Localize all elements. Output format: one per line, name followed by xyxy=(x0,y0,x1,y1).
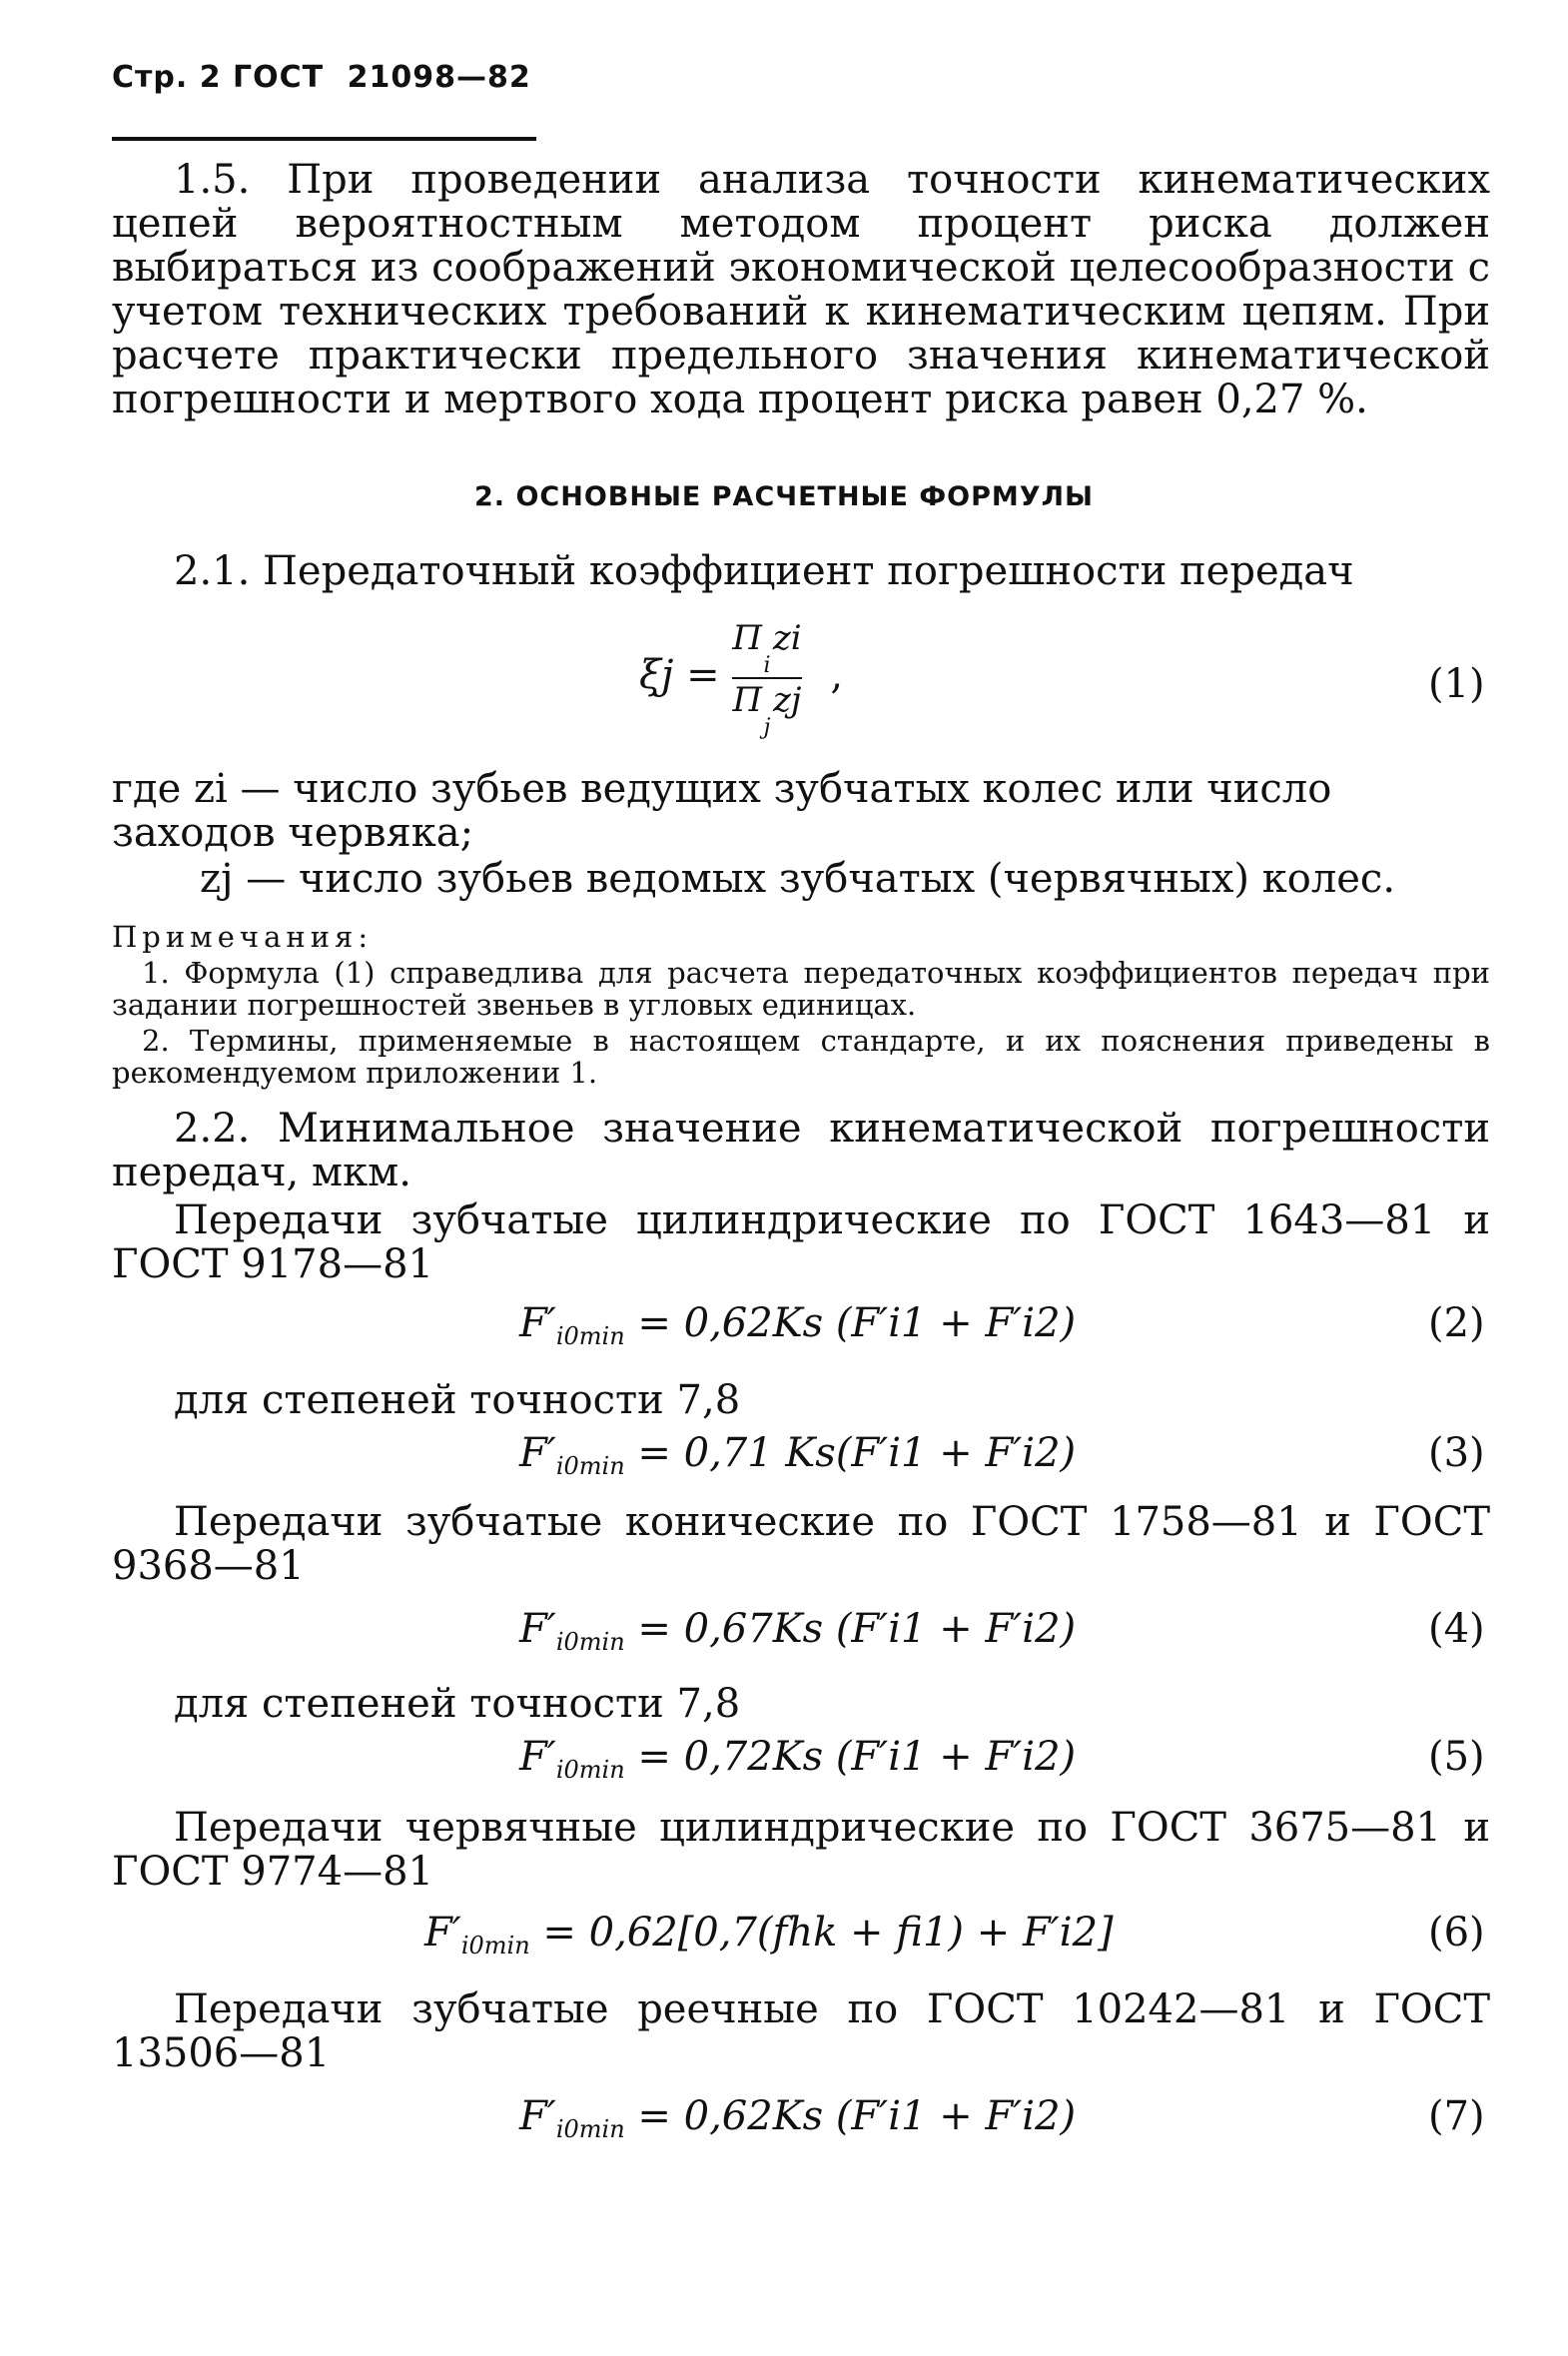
equation-number-3: (3) xyxy=(1428,1430,1485,1476)
equation-number-7: (7) xyxy=(1428,2093,1485,2139)
gear-group-worm: Передачи червячные цилиндрические по ГОСТ 3675—81 и ГОСТ 9774—81 xyxy=(112,1805,1490,1895)
formula-5 xyxy=(519,1734,1076,1784)
paragraph-2-2: 2.2. Минимальное значение кинематической погрешности передач, мкм. xyxy=(112,1106,1490,1195)
formula-3-sub: i0min xyxy=(555,1452,625,1480)
gear-group-cylindrical: Передачи зубчатые цилиндрические по ГОСТ 1643—81 и ГОСТ 9178—81 xyxy=(112,1197,1490,1287)
formula-6-sub: i0min xyxy=(460,1932,530,1960)
note-2: 2. Термины, применяемые в настоящем стандарте, и их пояснения приведены в рекомендуемом приложении 1. xyxy=(112,1024,1490,1090)
definition-zj-text: число зубьев ведомых зубчатых (червячных) колес. xyxy=(298,856,1396,902)
formula-1 xyxy=(639,618,844,740)
equation-number-5: (5) xyxy=(1428,1734,1485,1780)
formula-4-lhs: F′ xyxy=(519,1606,556,1652)
paragraph-2-1: 2.1. Передаточный коэффициент погрешности передач xyxy=(174,548,1354,594)
formula-3-lhs: F′ xyxy=(519,1430,556,1476)
formula-1-num-index: i xyxy=(763,653,771,678)
formula-1-denominator: Π zj xyxy=(732,680,802,720)
notes-title: Примечания: xyxy=(112,920,374,954)
formula-1-fraction xyxy=(732,618,802,740)
header-rule xyxy=(112,137,536,141)
page-header xyxy=(112,60,1490,95)
formula-2-lhs: F′ xyxy=(519,1300,556,1346)
page-number: Стр. 2 xyxy=(112,60,222,95)
formula-4 xyxy=(519,1606,1076,1656)
section-title: 2. ОСНОВНЫЕ РАСЧЕТНЫЕ ФОРМУЛЫ xyxy=(474,481,1094,512)
formula-5-sub: i0min xyxy=(555,1756,625,1784)
formula-1-lhs: ξj = xyxy=(639,652,720,698)
definition-zj-label: zj — xyxy=(200,856,287,902)
formula-5-rhs: = 0,72Ks (F′i1 + F′i2) xyxy=(637,1734,1077,1780)
accuracy-degrees-2: для степеней точности 7,8 xyxy=(174,1681,741,1727)
formula-1-den-index: j xyxy=(763,715,771,740)
standard-number: 21098—82 xyxy=(347,60,531,95)
formula-7 xyxy=(519,2093,1076,2143)
note-1: 1. Формула (1) справедлива для расчета передаточных коэффициентов передач при задании погрешностей звеньев в угловых единицах. xyxy=(112,956,1490,1022)
formula-7-sub: i0min xyxy=(555,2115,625,2143)
formula-3 xyxy=(519,1430,1076,1480)
formula-7-rhs: = 0,62Ks (F′i1 + F′i2) xyxy=(637,2093,1077,2139)
equation-number-2: (2) xyxy=(1428,1300,1485,1346)
accuracy-degrees-1: для степеней точности 7,8 xyxy=(174,1377,741,1423)
formula-2-sub: i0min xyxy=(555,1322,625,1350)
equation-number-4: (4) xyxy=(1428,1606,1485,1652)
formula-4-rhs: = 0,67Ks (F′i1 + F′i2) xyxy=(637,1606,1077,1652)
formula-7-lhs: F′ xyxy=(519,2093,556,2139)
formula-6-lhs: F′ xyxy=(424,1910,461,1956)
definition-zj xyxy=(200,857,1488,901)
formula-4-sub: i0min xyxy=(555,1628,625,1656)
formula-1-numerator: Π zi xyxy=(732,618,802,658)
equation-number-6: (6) xyxy=(1428,1910,1485,1956)
paragraph-1-5: 1.5. При проведении анализа точности кинематических цепей вероятностным методом процент риска должен выбираться из соображений экономической целесообразности с учетом технических требований к кинематическим цепям. При расчете практически предельного значения кинематической погрешности и мертвого хода процент риска равен 0,27 %. xyxy=(112,157,1490,422)
gear-group-rack: Передачи зубчатые реечные по ГОСТ 10242—81 и ГОСТ 13506—81 xyxy=(112,1986,1490,2076)
formula-5-lhs: F′ xyxy=(519,1734,556,1780)
formula-6-rhs: = 0,62[0,7(fhk + fi1) + F′i2] xyxy=(542,1910,1114,1956)
formula-6 xyxy=(424,1910,1114,1960)
formula-1-tail: , xyxy=(830,652,844,698)
definition-zi-label: где zi — xyxy=(112,766,281,812)
definition-zi-text: число зубьев ведущих зубчатых колес или число заходов червяка; xyxy=(112,766,1332,856)
gear-group-bevel: Передачи зубчатые конические по ГОСТ 1758—81 и ГОСТ 9368—81 xyxy=(112,1499,1490,1589)
formula-3-rhs: = 0,71 Ks(F′i1 + F′i2) xyxy=(637,1430,1077,1476)
equation-number-1: (1) xyxy=(1428,661,1485,707)
formula-2-rhs: = 0,62Ks (F′i1 + F′i2) xyxy=(637,1300,1077,1346)
formula-2 xyxy=(519,1300,1076,1350)
standard-label: ГОСТ xyxy=(233,60,325,95)
definition-zi xyxy=(112,767,1490,855)
